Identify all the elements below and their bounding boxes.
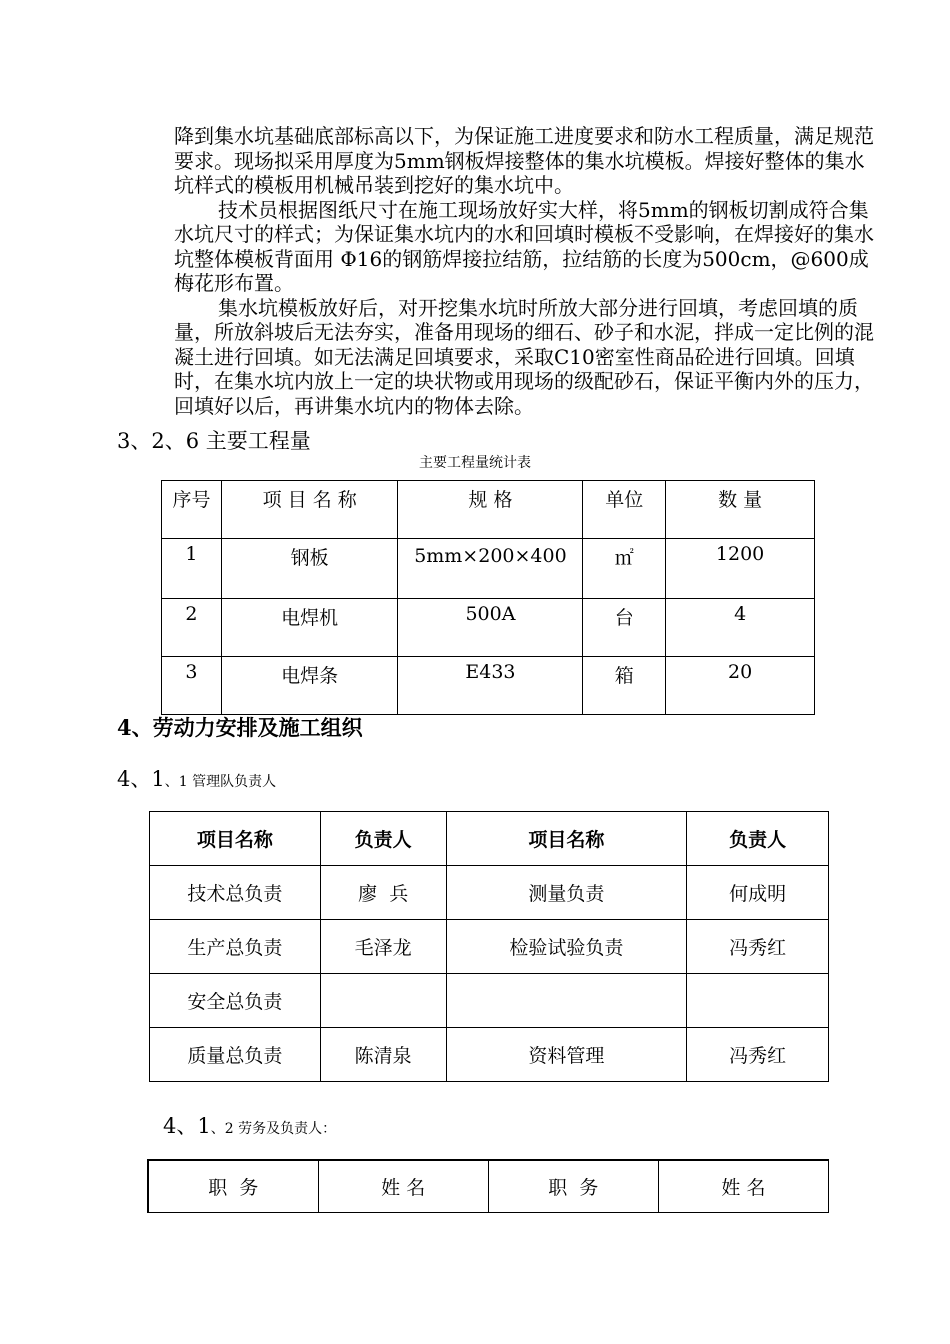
- header-cell: 单位: [583, 481, 666, 539]
- section-4-1-2-heading: [163, 1110, 336, 1140]
- header-cell: 数 量: [666, 481, 815, 539]
- table-cell: 陈清泉: [320, 1028, 446, 1082]
- header-cell: 负责人: [687, 812, 829, 866]
- header-cell: 项目名称: [446, 812, 687, 866]
- table-row: [150, 920, 829, 974]
- table-cell: 5mm×200×400: [398, 539, 583, 599]
- labor-table: [147, 1159, 829, 1213]
- table-cell: 资料管理: [446, 1028, 687, 1082]
- table-cell: 台: [583, 599, 666, 657]
- table-cell: 500A: [398, 599, 583, 657]
- table-cell: [446, 974, 687, 1028]
- quantity-table: [161, 480, 815, 715]
- table-cell: 2: [162, 599, 222, 657]
- paragraph-1: 降到集水坑基础底部标高以下，为保证施工进度要求和防水工程质量，满足规范要求。现场拟采用厚度为5mm钢板焊接整体的集水坑模板。焊接好整体的集水坑样式的模板用机械吊装到挖好的集水坑中。: [174, 124, 874, 197]
- table-cell: 技术总负责: [150, 866, 321, 920]
- header-cell: 项目名称: [150, 812, 321, 866]
- table-cell: 4: [666, 599, 815, 657]
- table-cell: ㎡: [583, 539, 666, 599]
- table-cell: 廖 兵: [320, 866, 446, 920]
- table-cell: 质量总负责: [150, 1028, 321, 1082]
- table-cell: [320, 974, 446, 1028]
- header-cell: 序号: [162, 481, 222, 539]
- header-cell: 规 格: [398, 481, 583, 539]
- table-cell: 何成明: [687, 866, 829, 920]
- paragraph-3: 集水坑模板放好后，对开挖集水坑时所放大部分进行回填，考虑回填的质量，所放斜坡后无法夯实，准备用现场的细石、砂子和水泥，拌成一定比例的混凝土进行回填。如无法满足回填要求，采取C10密室性商品砼进行回填。回填时，在集水坑内放上一定的块状物或用现场的级配砂石，保证平衡内外的压力，回填好以后，再讲集水坑内的物体去除。: [174, 295, 874, 418]
- table-cell: 冯秀红: [687, 1028, 829, 1082]
- table-header-row: [150, 812, 829, 866]
- header-cell: 姓 名: [658, 1160, 828, 1213]
- table-cell: 安全总负责: [150, 974, 321, 1028]
- table-cell: 箱: [583, 657, 666, 715]
- table-cell: 20: [666, 657, 815, 715]
- qty-table-caption: 主要工程量统计表: [419, 455, 531, 471]
- table-cell: E433: [398, 657, 583, 715]
- table-cell: 1: [162, 539, 222, 599]
- table-cell: 3: [162, 657, 222, 715]
- table-cell: 生产总负责: [150, 920, 321, 974]
- body-paragraphs: [174, 124, 874, 418]
- table-cell: 钢板: [221, 539, 398, 599]
- header-cell: 职 务: [148, 1160, 318, 1213]
- table-cell: 1200: [666, 539, 815, 599]
- table-cell: [687, 974, 829, 1028]
- header-cell: 项 目 名 称: [221, 481, 398, 539]
- table-cell: 测量负责: [446, 866, 687, 920]
- section-title: 、1 管理队负责人: [164, 774, 277, 790]
- management-table: [149, 811, 829, 1082]
- table-row: [162, 657, 815, 715]
- table-cell: 检验试验负责: [446, 920, 687, 974]
- table-row: [150, 866, 829, 920]
- section-4-1-1-heading: [117, 763, 276, 793]
- table-cell: 毛泽龙: [320, 920, 446, 974]
- table-cell: 电焊机: [221, 599, 398, 657]
- table-header-row: [148, 1160, 829, 1213]
- table-row: [162, 599, 815, 657]
- section-4-heading: 4、劳动力安排及施工组织: [117, 715, 363, 740]
- table-cell: 冯秀红: [687, 920, 829, 974]
- table-row: [150, 974, 829, 1028]
- header-cell: 负责人: [320, 812, 446, 866]
- section-number: 4、1: [117, 767, 165, 791]
- table-cell: 电焊条: [221, 657, 398, 715]
- table-row: [162, 539, 815, 599]
- header-cell: 姓 名: [318, 1160, 488, 1213]
- header-cell: 职 务: [488, 1160, 658, 1213]
- table-header-row: [162, 481, 815, 539]
- section-3-2-6-heading: 3、2、6 主要工程量: [117, 429, 311, 453]
- paragraph-2: 技术员根据图纸尺寸在施工现场放好实大样，将5mm的钢板切割成符合集水坑尺寸的样式；为保证集水坑内的水和回填时模板不受影响，在焊接好的集水坑整体模板背面用 Φ16的钢筋焊接拉结筋，拉结筋的长度为500cm，@600成梅花形布置。: [174, 197, 874, 295]
- section-title: 、2 劳务及负责人：: [210, 1121, 337, 1137]
- section-number: 4、1: [163, 1114, 211, 1138]
- table-row: [150, 1028, 829, 1082]
